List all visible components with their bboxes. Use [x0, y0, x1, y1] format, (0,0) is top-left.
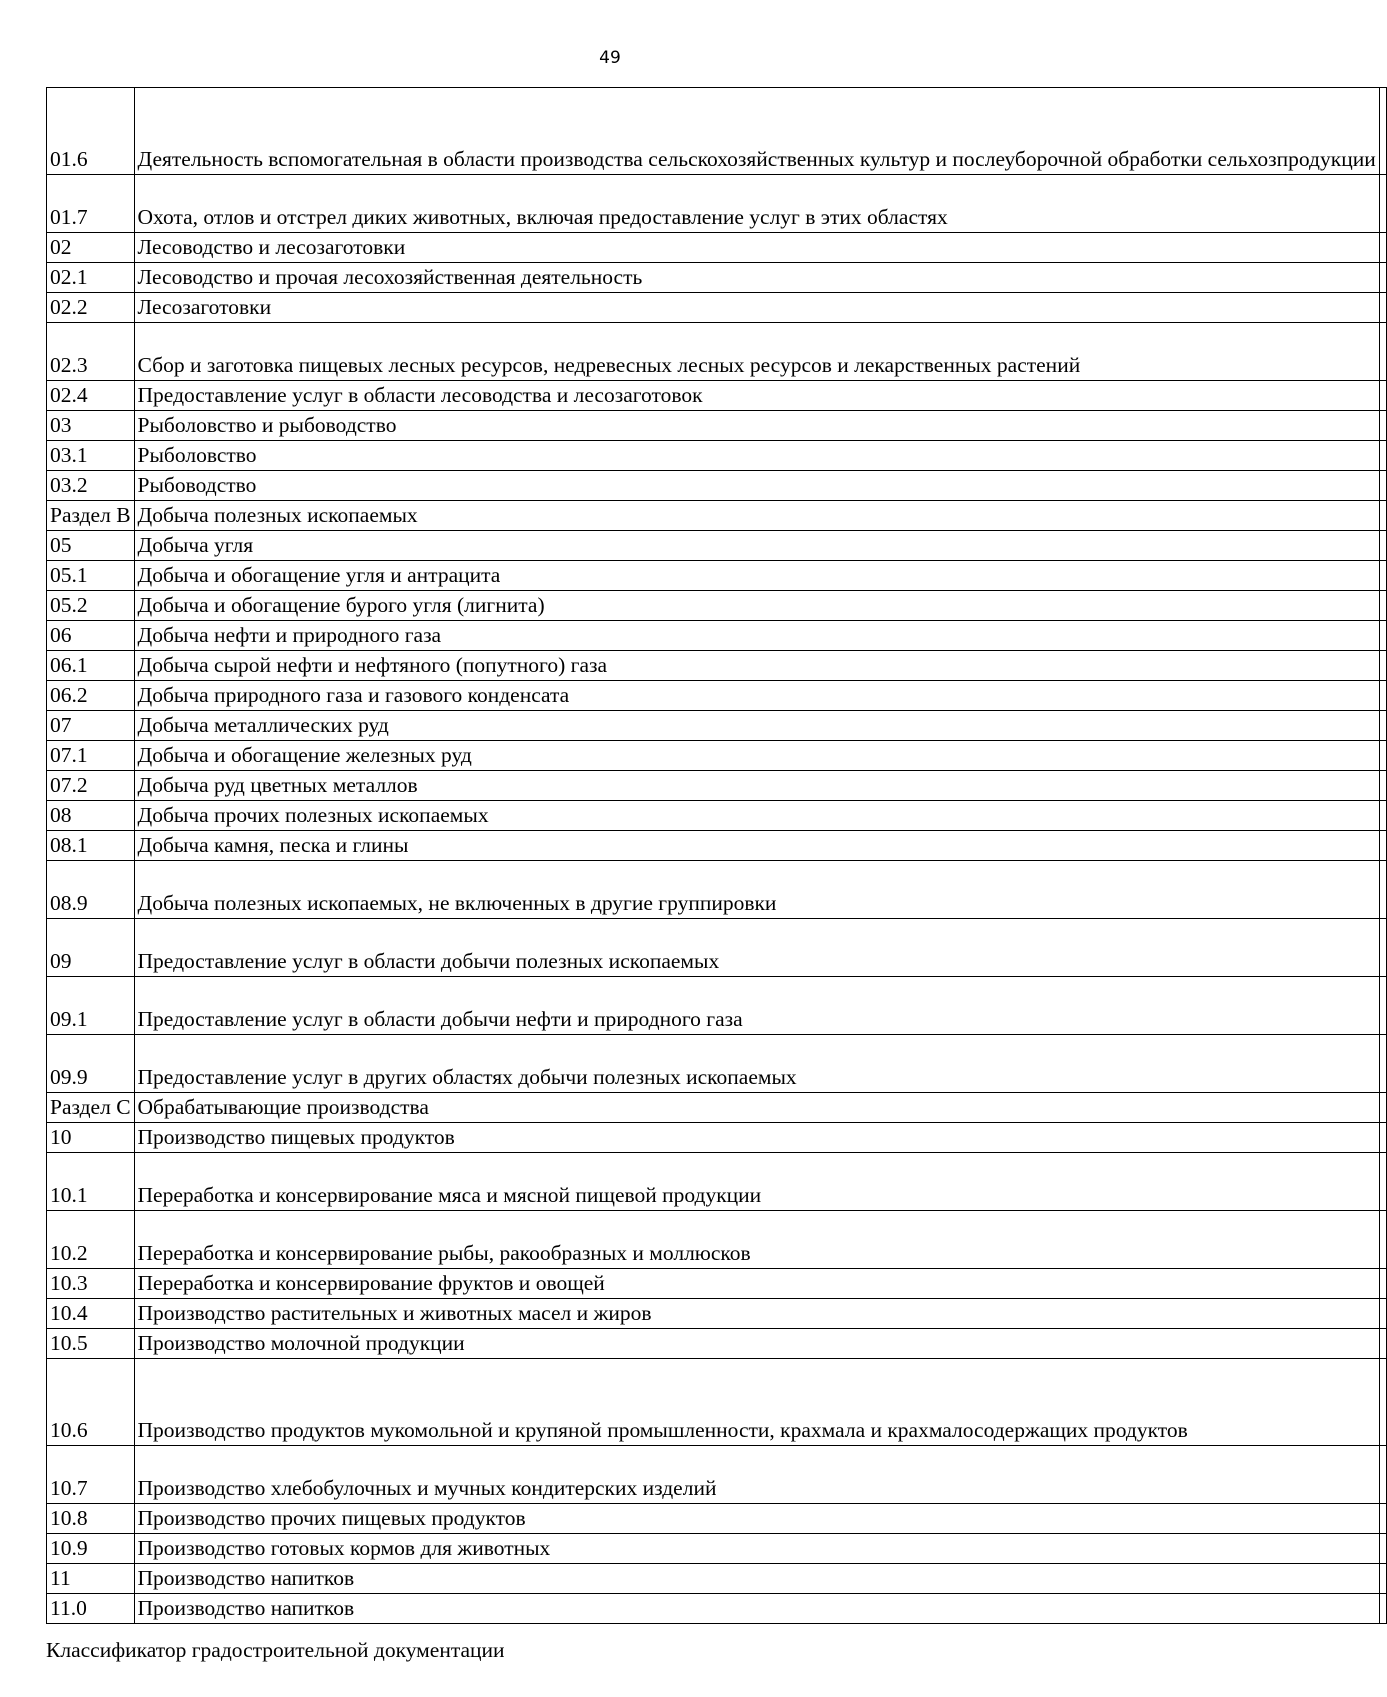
table-row [47, 1269, 1387, 1299]
row-value [1379, 411, 1386, 441]
row-value [1379, 861, 1386, 919]
table-row [47, 1299, 1387, 1329]
row-value [1379, 263, 1386, 293]
row-code: 10.4 [47, 1299, 135, 1329]
row-name: Переработка и консервирование фруктов и овощей [134, 1269, 1379, 1299]
row-value [1379, 591, 1386, 621]
row-value [1379, 1269, 1386, 1299]
row-code: 05 [47, 531, 135, 561]
row-value [1379, 1534, 1386, 1564]
table-row [47, 741, 1387, 771]
table-row [47, 977, 1387, 1035]
table-row [47, 381, 1387, 411]
row-value [1379, 1446, 1386, 1504]
table-row [47, 1564, 1387, 1594]
row-value [1379, 88, 1386, 175]
row-value [1379, 1594, 1386, 1624]
row-name: Деятельность вспомогательная в области производства сельскохозяйственных культур и послеуборочной обработки сельхозпродукции [134, 88, 1379, 175]
table-row [47, 651, 1387, 681]
table-row [47, 621, 1387, 651]
table-row [47, 1504, 1387, 1534]
row-name: Добыча природного газа и газового конденсата [134, 681, 1379, 711]
row-code: 05.1 [47, 561, 135, 591]
row-name: Добыча и обогащение бурого угля (лигнита) [134, 591, 1379, 621]
row-name: Добыча и обогащение угля и антрацита [134, 561, 1379, 591]
row-value [1379, 1093, 1386, 1123]
row-name: Добыча камня, песка и глины [134, 831, 1379, 861]
row-name: Добыча прочих полезных ископаемых [134, 801, 1379, 831]
row-name: Добыча полезных ископаемых [134, 501, 1379, 531]
row-code: 10.8 [47, 1504, 135, 1534]
row-code: 03.1 [47, 441, 135, 471]
row-code: 10.3 [47, 1269, 135, 1299]
table-row [47, 1446, 1387, 1504]
row-name: Добыча полезных ископаемых, не включенных в другие группировки [134, 861, 1379, 919]
row-value [1379, 711, 1386, 741]
row-value [1379, 381, 1386, 411]
row-value [1379, 1359, 1386, 1446]
row-code: 06.1 [47, 651, 135, 681]
row-code: 11.0 [47, 1594, 135, 1624]
row-value [1379, 651, 1386, 681]
table-row [47, 411, 1387, 441]
table-row [47, 771, 1387, 801]
row-value [1379, 501, 1386, 531]
row-name: Рыбоводство [134, 471, 1379, 501]
row-code: 02.4 [47, 381, 135, 411]
row-code: 08 [47, 801, 135, 831]
table-row [47, 293, 1387, 323]
row-code: Раздел B [47, 501, 135, 531]
table-row [47, 1123, 1387, 1153]
row-value [1379, 233, 1386, 263]
row-name: Переработка и консервирование рыбы, ракообразных и моллюсков [134, 1211, 1379, 1269]
row-code: 10 [47, 1123, 135, 1153]
row-code: 10.1 [47, 1153, 135, 1211]
row-code: 10.7 [47, 1446, 135, 1504]
row-value [1379, 323, 1386, 381]
row-name: Предоставление услуг в области добычи полезных ископаемых [134, 919, 1379, 977]
row-name: Переработка и консервирование мяса и мясной пищевой продукции [134, 1153, 1379, 1211]
table-row [47, 531, 1387, 561]
row-code: 03 [47, 411, 135, 441]
row-name: Добыча металлических руд [134, 711, 1379, 741]
table-row [47, 561, 1387, 591]
row-value [1379, 1123, 1386, 1153]
row-code: 10.2 [47, 1211, 135, 1269]
row-value [1379, 1035, 1386, 1093]
row-code: 01.6 [47, 88, 135, 175]
row-value [1379, 1329, 1386, 1359]
row-name: Производство молочной продукции [134, 1329, 1379, 1359]
row-value [1379, 471, 1386, 501]
row-value [1379, 801, 1386, 831]
row-name: Производство продуктов мукомольной и крупяной промышленности, крахмала и крахмалосодержащих продуктов [134, 1359, 1379, 1446]
row-code: Раздел C [47, 1093, 135, 1123]
row-name: Лесозаготовки [134, 293, 1379, 323]
row-name: Рыболовство [134, 441, 1379, 471]
row-name: Добыча угля [134, 531, 1379, 561]
row-value [1379, 561, 1386, 591]
table-row [47, 1093, 1387, 1123]
row-code: 02.2 [47, 293, 135, 323]
row-code: 01.7 [47, 175, 135, 233]
row-value [1379, 1153, 1386, 1211]
table-row [47, 88, 1387, 175]
row-name: Добыча руд цветных металлов [134, 771, 1379, 801]
row-name: Производство готовых кормов для животных [134, 1534, 1379, 1564]
table-row [47, 263, 1387, 293]
row-code: 02 [47, 233, 135, 263]
row-value [1379, 1299, 1386, 1329]
row-name: Добыча и обогащение железных руд [134, 741, 1379, 771]
table-row [47, 1594, 1387, 1624]
table-row [47, 681, 1387, 711]
row-name: Добыча сырой нефти и нефтяного (попутного) газа [134, 651, 1379, 681]
row-value [1379, 919, 1386, 977]
table-row [47, 711, 1387, 741]
row-value [1379, 1564, 1386, 1594]
row-code: 05.2 [47, 591, 135, 621]
row-name: Добыча нефти и природного газа [134, 621, 1379, 651]
row-name: Лесоводство и прочая лесохозяйственная деятельность [134, 263, 1379, 293]
row-name: Рыболовство и рыбоводство [134, 411, 1379, 441]
row-value [1379, 175, 1386, 233]
row-code: 10.5 [47, 1329, 135, 1359]
row-value [1379, 831, 1386, 861]
table-row [47, 471, 1387, 501]
table-row [47, 591, 1387, 621]
row-value [1379, 621, 1386, 651]
row-value [1379, 681, 1386, 711]
row-name: Производство напитков [134, 1594, 1379, 1624]
row-code: 09.9 [47, 1035, 135, 1093]
classifier-table [46, 87, 1387, 1624]
table-row [47, 323, 1387, 381]
table-row [47, 501, 1387, 531]
row-code: 07.2 [47, 771, 135, 801]
row-name: Производство растительных и животных масел и жиров [134, 1299, 1379, 1329]
row-name: Лесоводство и лесозаготовки [134, 233, 1379, 263]
row-code: 11 [47, 1564, 135, 1594]
page-footer: Классификатор градостроительной документации [46, 1638, 505, 1662]
row-value [1379, 1504, 1386, 1534]
table-row [47, 233, 1387, 263]
row-code: 08.9 [47, 861, 135, 919]
row-code: 02.3 [47, 323, 135, 381]
row-code: 07 [47, 711, 135, 741]
table-row [47, 861, 1387, 919]
page-number: 49 [599, 48, 621, 68]
row-code: 10.6 [47, 1359, 135, 1446]
table-row [47, 1211, 1387, 1269]
row-code: 07.1 [47, 741, 135, 771]
table-row [47, 1329, 1387, 1359]
table-row [47, 919, 1387, 977]
row-value [1379, 741, 1386, 771]
row-value [1379, 977, 1386, 1035]
table-row [47, 1534, 1387, 1564]
row-value [1379, 1211, 1386, 1269]
table-row [47, 801, 1387, 831]
row-value [1379, 441, 1386, 471]
table-body [47, 88, 1387, 1624]
table-row [47, 1153, 1387, 1211]
row-value [1379, 531, 1386, 561]
table-row [47, 1035, 1387, 1093]
table-row [47, 1359, 1387, 1446]
table-row [47, 441, 1387, 471]
row-code: 08.1 [47, 831, 135, 861]
row-name: Производство прочих пищевых продуктов [134, 1504, 1379, 1534]
table-row [47, 831, 1387, 861]
row-code: 10.9 [47, 1534, 135, 1564]
row-code: 02.1 [47, 263, 135, 293]
row-code: 09.1 [47, 977, 135, 1035]
row-code: 03.2 [47, 471, 135, 501]
row-name: Обрабатывающие производства [134, 1093, 1379, 1123]
row-value [1379, 771, 1386, 801]
row-code: 06 [47, 621, 135, 651]
row-name: Предоставление услуг в других областях добычи полезных ископаемых [134, 1035, 1379, 1093]
row-name: Производство пищевых продуктов [134, 1123, 1379, 1153]
row-value [1379, 293, 1386, 323]
row-name: Предоставление услуг в области лесоводства и лесозаготовок [134, 381, 1379, 411]
row-name: Предоставление услуг в области добычи нефти и природного газа [134, 977, 1379, 1035]
table-row [47, 175, 1387, 233]
row-name: Производство хлебобулочных и мучных кондитерских изделий [134, 1446, 1379, 1504]
row-name: Сбор и заготовка пищевых лесных ресурсов, недревесных лесных ресурсов и лекарственных растений [134, 323, 1379, 381]
row-code: 06.2 [47, 681, 135, 711]
row-name: Охота, отлов и отстрел диких животных, включая предоставление услуг в этих областях [134, 175, 1379, 233]
row-code: 09 [47, 919, 135, 977]
row-name: Производство напитков [134, 1564, 1379, 1594]
